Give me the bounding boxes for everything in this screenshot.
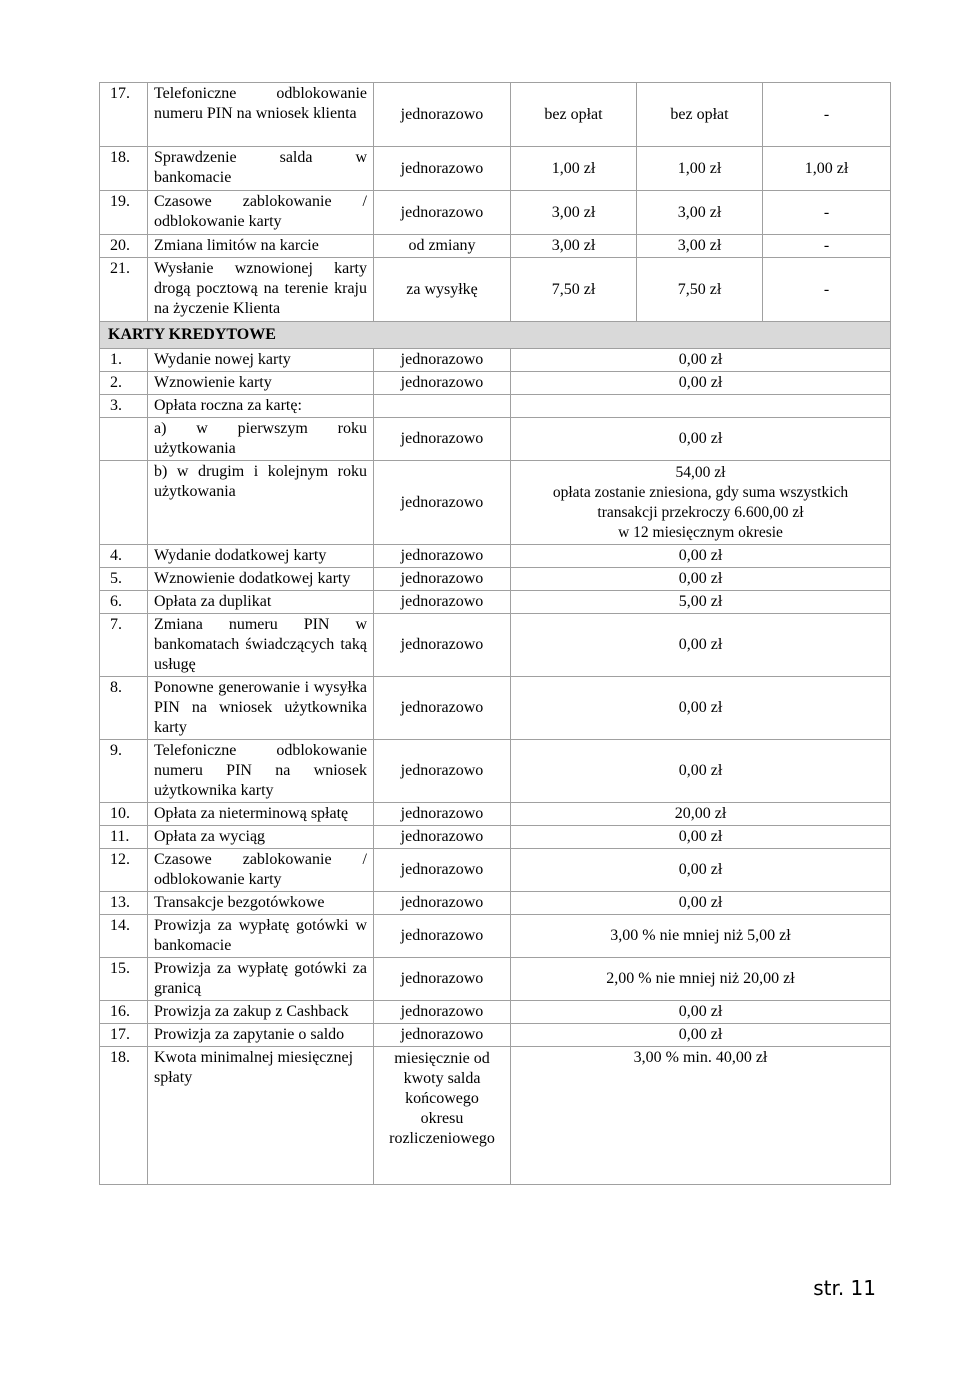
row-number: 11.: [100, 826, 148, 849]
row-frequency: jednorazowo: [374, 418, 511, 461]
row-fee: 0,00 zł: [511, 372, 891, 395]
table-row: [100, 740, 891, 803]
row-fee: 0,00 zł: [511, 892, 891, 915]
row-value-3: -: [763, 191, 891, 235]
row-number: 4.: [100, 545, 148, 568]
row-number: 5.: [100, 568, 148, 591]
row-number: 1.: [100, 349, 148, 372]
row-description: Opłata za duplikat: [148, 591, 374, 614]
row-fee: 0,00 zł: [511, 545, 891, 568]
table-row: [100, 892, 891, 915]
row-subdescription: b) w drugim i kolejnym roku użytkowania: [148, 461, 374, 545]
row-frequency: jednorazowo: [374, 1001, 511, 1024]
row-fee: 0,00 zł: [511, 418, 891, 461]
row-fee: 2,00 % nie mniej niż 20,00 zł: [511, 958, 891, 1001]
row-description: Wysłanie wznowionej karty drogą pocztową na terenie kraju na życzenie Klienta: [148, 258, 374, 322]
row-description: Prowizja za zakup z Cashback: [148, 1001, 374, 1024]
row-description: Zmiana limitów na karcie: [148, 235, 374, 258]
table-row: [100, 147, 891, 191]
row-value-1: 3,00 zł: [511, 235, 637, 258]
row-number: 21.: [100, 258, 148, 322]
table-row: [100, 614, 891, 677]
row-value-1: bez opłat: [511, 83, 637, 147]
table-row: [100, 349, 891, 372]
table-row: [100, 915, 891, 958]
row-value-3: 1,00 zł: [763, 147, 891, 191]
row-number: 8.: [100, 677, 148, 740]
row-frequency: miesięcznie od kwoty salda końcowego okresu rozliczeniowego: [374, 1047, 511, 1185]
table-row: [100, 849, 891, 892]
fee-note: opłata zostanie zniesiona, gdy suma wszystkich transakcji przekroczy 6.600,00 zł: [552, 483, 849, 521]
row-description: Ponowne generowanie i wysyłka PIN na wniosek użytkownika karty: [148, 677, 374, 740]
row-frequency: jednorazowo: [374, 1024, 511, 1047]
row-value-2: bez opłat: [637, 83, 763, 147]
row-frequency: jednorazowo: [374, 826, 511, 849]
row-fee: 0,00 zł: [511, 677, 891, 740]
row-frequency: jednorazowo: [374, 614, 511, 677]
row-frequency: jednorazowo: [374, 958, 511, 1001]
table-row: [100, 395, 891, 418]
fee-table: [99, 82, 891, 1185]
row-frequency: jednorazowo: [374, 568, 511, 591]
row-number: 9.: [100, 740, 148, 803]
row-description: Telefoniczne odblokowanie numeru PIN na wniosek użytkownika karty: [148, 740, 374, 803]
row-number: 10.: [100, 803, 148, 826]
row-number: 13.: [100, 892, 148, 915]
fee-period: w 12 miesięcznym okresie: [618, 523, 783, 541]
row-description: Wydanie nowej karty: [148, 349, 374, 372]
table-row: [100, 372, 891, 395]
row-number: 2.: [100, 372, 148, 395]
row-frequency: jednorazowo: [374, 147, 511, 191]
table-row: [100, 591, 891, 614]
row-description: Transakcje bezgotówkowe: [148, 892, 374, 915]
table-row: [100, 258, 891, 322]
row-value-1: 7,50 zł: [511, 258, 637, 322]
row-frequency: jednorazowo: [374, 849, 511, 892]
table-row: [100, 1047, 891, 1185]
table-row: [100, 461, 891, 545]
row-description: Prowizja za wypłatę gotówki za granicą: [148, 958, 374, 1001]
row-frequency: jednorazowo: [374, 83, 511, 147]
row-value-3: -: [763, 83, 891, 147]
row-fee: 0,00 zł: [511, 1001, 891, 1024]
row-description: Telefoniczne odblokowanie numeru PIN na wniosek klienta: [148, 83, 374, 147]
row-frequency: jednorazowo: [374, 915, 511, 958]
row-number: 15.: [100, 958, 148, 1001]
row-frequency: jednorazowo: [374, 591, 511, 614]
row-frequency: jednorazowo: [374, 545, 511, 568]
row-number: 18.: [100, 147, 148, 191]
row-description: Wznowienie dodatkowej karty: [148, 568, 374, 591]
row-description: Wznowienie karty: [148, 372, 374, 395]
row-number: 19.: [100, 191, 148, 235]
row-frequency: za wysyłkę: [374, 258, 511, 322]
row-number: 12.: [100, 849, 148, 892]
row-description: Kwota minimalnej miesięcznej spłaty: [148, 1047, 374, 1185]
row-value-2: 3,00 zł: [637, 235, 763, 258]
row-frequency: jednorazowo: [374, 803, 511, 826]
row-frequency: jednorazowo: [374, 892, 511, 915]
row-subdescription: a) w pierwszym roku użytkowania: [148, 418, 374, 461]
row-description: Sprawdzenie salda w bankomacie: [148, 147, 374, 191]
table-row: [100, 235, 891, 258]
table-row: [100, 826, 891, 849]
row-description: Czasowe zablokowanie / odblokowanie karty: [148, 849, 374, 892]
row-description: Czasowe zablokowanie / odblokowanie karty: [148, 191, 374, 235]
table-row: [100, 418, 891, 461]
row-value-3: -: [763, 258, 891, 322]
row-number: 18.: [100, 1047, 148, 1185]
table-row: [100, 568, 891, 591]
row-number: 17.: [100, 83, 148, 147]
row-fee: 0,00 zł: [511, 849, 891, 892]
row-description: Opłata roczna za kartę:: [148, 395, 374, 418]
row-frequency: od zmiany: [374, 235, 511, 258]
row-fee: 0,00 zł: [511, 614, 891, 677]
row-frequency: jednorazowo: [374, 677, 511, 740]
row-fee: 20,00 zł: [511, 803, 891, 826]
table-row: [100, 803, 891, 826]
row-number: 20.: [100, 235, 148, 258]
row-fee: 5,00 zł: [511, 591, 891, 614]
row-frequency: jednorazowo: [374, 349, 511, 372]
table-row: [100, 545, 891, 568]
row-value-3: -: [763, 235, 891, 258]
table-row: [100, 1024, 891, 1047]
row-fee: 0,00 zł: [511, 826, 891, 849]
table-row: [100, 191, 891, 235]
row-description: Prowizja za zapytanie o saldo: [148, 1024, 374, 1047]
row-frequency: jednorazowo: [374, 740, 511, 803]
row-value-1: 1,00 zł: [511, 147, 637, 191]
row-fee: 3,00 % nie mniej niż 5,00 zł: [511, 915, 891, 958]
row-number: 7.: [100, 614, 148, 677]
row-value-2: 3,00 zł: [637, 191, 763, 235]
row-number: 6.: [100, 591, 148, 614]
row-number: 14.: [100, 915, 148, 958]
table-row: [100, 677, 891, 740]
row-value-2: 1,00 zł: [637, 147, 763, 191]
page-number: str. 11: [813, 1276, 876, 1300]
row-fee: 0,00 zł: [511, 740, 891, 803]
row-frequency: jednorazowo: [374, 461, 511, 545]
row-description: Opłata za nieterminową spłatę: [148, 803, 374, 826]
row-number: 3.: [100, 395, 148, 418]
row-description: Wydanie dodatkowej karty: [148, 545, 374, 568]
table-row: [100, 83, 891, 147]
row-number: 16.: [100, 1001, 148, 1024]
row-value-2: 7,50 zł: [637, 258, 763, 322]
table-row: [100, 1001, 891, 1024]
row-fee: 0,00 zł: [511, 568, 891, 591]
row-fee: 0,00 zł: [511, 1024, 891, 1047]
row-description: Prowizja za wypłatę gotówki w bankomacie: [148, 915, 374, 958]
row-fee: [511, 461, 891, 545]
section-title: KARTY KREDYTOWE: [100, 322, 891, 349]
row-frequency: jednorazowo: [374, 191, 511, 235]
row-description: Zmiana numeru PIN w bankomatach świadczących taką usługę: [148, 614, 374, 677]
section-header-row: [100, 322, 891, 349]
row-number: 17.: [100, 1024, 148, 1047]
row-frequency: jednorazowo: [374, 372, 511, 395]
row-fee: 3,00 % min. 40,00 zł: [511, 1047, 891, 1185]
row-fee: 0,00 zł: [511, 349, 891, 372]
table-row: [100, 958, 891, 1001]
row-value-1: 3,00 zł: [511, 191, 637, 235]
row-description: Opłata za wyciąg: [148, 826, 374, 849]
fee-amount: 54,00 zł: [675, 463, 726, 481]
